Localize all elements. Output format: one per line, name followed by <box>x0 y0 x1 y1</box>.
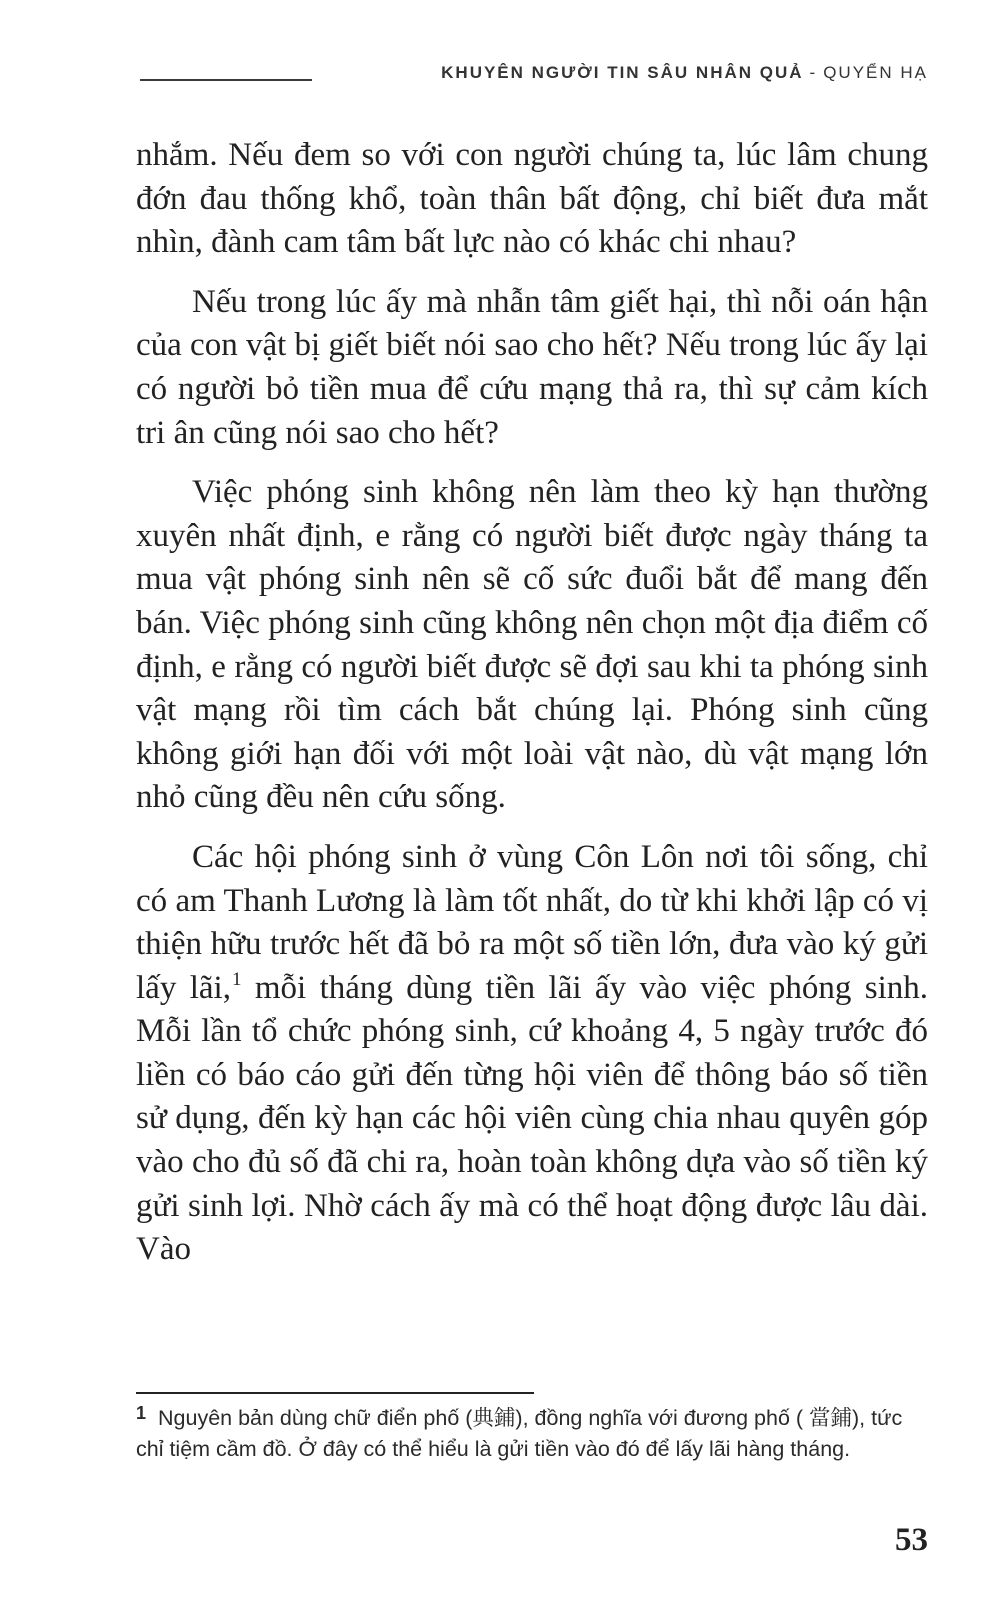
volume-label: QUYỂN HẠ <box>823 63 928 82</box>
paragraph-4-end: mỗi tháng dùng tiền lãi ấy vào việc phóng sinh. Mỗi lần tổ chức phóng sinh, cứ khoảng 4, 5 ngày trước đó liền có báo cáo gửi đến từng hội viên để thông báo số tiền sử dụng, đến kỳ hạn các hội viên cùng chia nhau quyên góp vào cho đủ số đã chi ra, hoàn toàn không dựa vào số tiền ký gửi sinh lợi. Nhờ cách ấy mà có thể hoạt động được lâu dài. Vào <box>136 969 928 1268</box>
footnote-number: 1 <box>136 1403 147 1423</box>
body-text <box>136 134 928 1288</box>
footnote-reference[interactable]: 1 <box>231 968 242 990</box>
footnote-text: Nguyên bản dùng chữ điển phố (典鋪), đồng nghĩa với đương phố ( 當鋪), tức chỉ tiệm cầm đồ. Ở đây có thể hiểu là gửi tiền vào đó để lấy lãi hàng tháng. <box>136 1406 903 1461</box>
running-head <box>441 63 928 83</box>
page-number: 53 <box>895 1522 928 1558</box>
header-rule <box>140 79 312 81</box>
paragraph-4 <box>136 836 928 1272</box>
paragraph-3: Việc phóng sinh không nên làm theo kỳ hạn thường xuyên nhất định, e rằng có người biết được ngày tháng ta mua vật phóng sinh nên sẽ cố sức đuổi bắt để mang đến bán. Việc phóng sinh cũng không nên chọn một địa điểm cố định, e rằng có người biết được sẽ đợi sau khi ta phóng sinh vật mạng rồi tìm cách bắt chúng lại. Phóng sinh cũng không giới hạn đối với một loài vật nào, dù vật mạng lớn nhỏ cũng đều nên cứu sống. <box>136 474 928 816</box>
footnote-rule <box>136 1392 534 1394</box>
book-title: KHUYÊN NGƯỜI TIN SÂU NHÂN QUẢ <box>441 63 804 82</box>
paragraph-1: nhắm. Nếu đem so với con người chúng ta, lúc lâm chung đớn đau thống khổ, toàn thân bất động, chỉ biết đưa mắt nhìn, đành cam tâm bất lực nào có khác chi nhau? <box>136 137 928 261</box>
footnote <box>136 1398 928 1465</box>
title-separator: - <box>809 63 818 82</box>
paragraph-4-start: Các hội phóng sinh ở vùng Côn Lôn nơi tôi sống, chỉ có am Thanh Lương là làm tốt nhất, do từ khi khởi lập có vị thiện hữu trước hết đã bỏ ra một số tiền lớn, đưa vào ký gửi lấy lãi, <box>136 838 928 1006</box>
paragraph-2: Nếu trong lúc ấy mà nhẫn tâm giết hại, thì nỗi oán hận của con vật bị giết biết nói sao cho hết? Nếu trong lúc ấy lại có người bỏ tiền mua để cứu mạng thả ra, thì sự cảm kích tri ân cũng nói sao cho hết? <box>136 283 928 451</box>
